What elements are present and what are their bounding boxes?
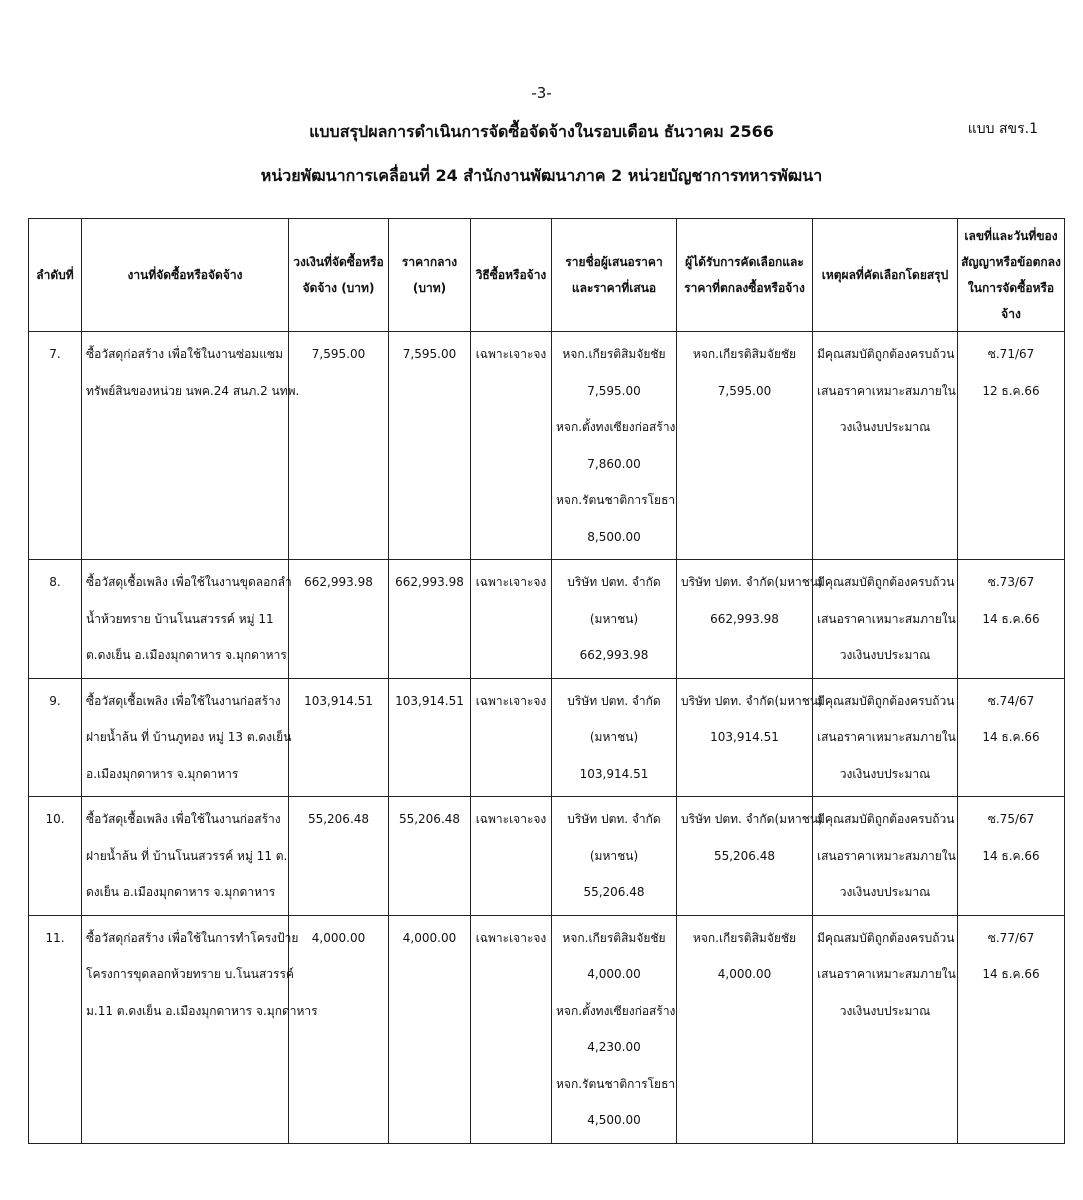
- cell-work-line: ม.11 ต.ดงเย็น อ.เมืองมุกดาหาร จ.มุกดาหาร: [86, 1003, 318, 1018]
- cell-no: 9.: [29, 678, 82, 797]
- cell-selected: [677, 797, 823, 916]
- cell-bidders-line: 7,860.00: [587, 456, 641, 471]
- cell-median-price: 4,000.00: [389, 915, 471, 1143]
- cell-bidders-line: 103,914.51: [579, 766, 649, 781]
- cell-reason-line: มีคุณสมบัติถูกต้องครบถ้วน: [817, 693, 955, 708]
- header-contract: เลขที่และวันที่ของสัญญาหรือข้อตกลงในการจัดซื้อหรือจ้าง: [958, 219, 1065, 332]
- cell-median-price: 103,914.51: [389, 678, 471, 797]
- cell-selected-line: บริษัท ปตท. จำกัด(มหาชน): [681, 575, 823, 589]
- table-row: [29, 678, 1065, 797]
- table-body: [29, 332, 1065, 1144]
- table-row: [29, 915, 1065, 1143]
- cell-contract: [958, 915, 1065, 1143]
- cell-contract-line: ซ.73/67: [987, 575, 1035, 589]
- cell-method: เฉพาะเจาะจง: [471, 915, 552, 1143]
- cell-median-price: 7,595.00: [389, 332, 471, 560]
- header-reason: เหตุผลที่คัดเลือกโดยสรุป: [813, 219, 958, 332]
- header-no: ลำดับที่: [29, 219, 82, 332]
- table-row: [29, 560, 1065, 679]
- cell-selected-line: หจก.เกียรติสิมจัยชัย: [692, 930, 797, 945]
- cell-bidders-line: หจก.ตั้งทงเซียงก่อสร้าง: [556, 1003, 676, 1018]
- cell-work-line: ทรัพย์สินของหน่วย นพค.24 สนภ.2 นทพ.: [86, 383, 300, 398]
- table-row: [29, 332, 1065, 560]
- cell-contract: [958, 332, 1065, 560]
- cell-median-price: 662,993.98: [389, 560, 471, 679]
- cell-reason-line: เสนอราคาเหมาะสมภายใน: [817, 967, 956, 981]
- cell-no: 11.: [29, 915, 82, 1143]
- cell-bidders-line: 4,000.00: [587, 967, 641, 981]
- cell-budget: 662,993.98: [289, 560, 389, 679]
- cell-budget: 103,914.51: [289, 678, 389, 797]
- cell-contract: [958, 678, 1065, 797]
- cell-reason-line: เสนอราคาเหมาะสมภายใน: [817, 730, 956, 744]
- cell-no: 7.: [29, 332, 82, 560]
- table-header-row: [29, 219, 1065, 332]
- cell-reason-line: วงเงินงบประมาณ: [839, 1003, 931, 1018]
- cell-contract-line: 12 ธ.ค.66: [982, 383, 1040, 398]
- cell-contract: [958, 560, 1065, 679]
- cell-reason-line: วงเงินงบประมาณ: [839, 648, 931, 662]
- cell-bidders-line: 7,595.00: [587, 383, 641, 398]
- cell-budget: 55,206.48: [289, 797, 389, 916]
- cell-work-line: ดงเย็น อ.เมืองมุกดาหาร จ.มุกดาหาร: [86, 885, 276, 899]
- cell-bidders: [552, 678, 677, 797]
- cell-method: เฉพาะเจาะจง: [471, 797, 552, 916]
- cell-contract-line: ซ.77/67: [987, 930, 1035, 945]
- cell-method: เฉพาะเจาะจง: [471, 332, 552, 560]
- cell-bidders-line: หจก.ตั้งทงเซียงก่อสร้าง: [556, 420, 676, 434]
- cell-work-line: ซื้อวัสดุเชื้อเพลิง เพื่อใช้ในงานขุดลอกลำ: [86, 575, 292, 589]
- document-title: แบบสรุปผลการดำเนินการจัดซื้อจัดจ้างในรอบเดือน ธันวาคม 2566: [309, 122, 774, 141]
- cell-bidders: [552, 915, 677, 1143]
- cell-selected-line: บริษัท ปตท. จำกัด(มหาชน): [681, 812, 823, 826]
- cell-contract-line: ซ.71/67: [987, 347, 1035, 361]
- cell-work-line: ฝายน้ำล้น ที่ บ้านภูทอง หมู่ 13 ต.ดงเย็น: [86, 730, 292, 744]
- cell-bidders-line: 55,206.48: [583, 885, 645, 899]
- cell-bidders: [552, 332, 677, 560]
- cell-reason-line: มีคุณสมบัติถูกต้องครบถ้วน: [817, 575, 955, 589]
- cell-selected: [677, 332, 813, 560]
- table-row: [29, 797, 1065, 916]
- cell-bidders-line: 662,993.98: [579, 648, 649, 662]
- cell-median-price: 55,206.48: [389, 797, 471, 916]
- cell-contract: [958, 797, 1065, 916]
- cell-reason-line: วงเงินงบประมาณ: [839, 766, 931, 781]
- cell-selected-line: หจก.เกียรติสิมจัยชัย: [692, 347, 797, 361]
- document-subtitle: หน่วยพัฒนาการเคลื่อนที่ 24 สำนักงานพัฒนาภาค 2 หน่วยบัญชาการทหารพัฒนา: [260, 166, 823, 185]
- cell-bidders-line: หจก.เกียรติสิมจัยชัย: [562, 930, 666, 945]
- cell-work-line: อ.เมืองมุกดาหาร จ.มุกดาหาร: [86, 766, 239, 781]
- cell-contract-line: 14 ธ.ค.66: [982, 967, 1040, 981]
- header-work: งานที่จัดซื้อหรือจัดจ้าง: [82, 219, 289, 332]
- cell-work: [82, 678, 292, 797]
- cell-bidders-line: 4,230.00: [587, 1040, 641, 1054]
- cell-reason: [813, 678, 958, 797]
- cell-work-line: โครงการขุดลอกห้วยทราย บ.โนนสวรรค์: [86, 967, 294, 981]
- cell-reason-line: วงเงินงบประมาณ: [839, 420, 931, 434]
- cell-bidders: [552, 797, 677, 916]
- header-bidders: รายชื่อผู้เสนอราคาและราคาที่เสนอ: [552, 219, 677, 332]
- cell-selected: [677, 678, 823, 797]
- cell-selected-line: 662,993.98: [710, 611, 779, 626]
- cell-work-line: ซื้อวัสดุเชื้อเพลิง เพื่อใช้ในงานก่อสร้าง: [86, 812, 281, 826]
- cell-budget: 4,000.00: [289, 915, 389, 1143]
- cell-reason-line: เสนอราคาเหมาะสมภายใน: [817, 611, 956, 626]
- header-selected: ผู้ได้รับการคัดเลือกและราคาที่ตกลงซื้อหรือจ้าง: [677, 219, 813, 332]
- cell-contract-line: ซ.75/67: [987, 812, 1035, 826]
- cell-reason-line: เสนอราคาเหมาะสมภายใน: [817, 848, 956, 863]
- cell-no: 10.: [29, 797, 82, 916]
- cell-reason: [813, 332, 958, 560]
- cell-reason-line: มีคุณสมบัติถูกต้องครบถ้วน: [817, 930, 955, 945]
- cell-reason-line: เสนอราคาเหมาะสมภายใน: [817, 383, 956, 398]
- cell-reason-line: วงเงินงบประมาณ: [839, 885, 931, 899]
- cell-work-line: ซื้อวัสดุก่อสร้าง เพื่อใช้ในงานซ่อมแซม: [86, 347, 283, 361]
- cell-bidders-line: บริษัท ปตท. จำกัด: [567, 693, 661, 708]
- cell-bidders-line: หจก.เกียรติสิมจัยชัย: [562, 347, 666, 361]
- cell-reason: [813, 560, 958, 679]
- cell-bidders-line: (มหาชน): [589, 848, 639, 863]
- form-code: แบบ สขร.1: [967, 121, 1038, 137]
- cell-work-line: ต.ดงเย็น อ.เมืองมุกดาหาร จ.มุกดาหาร: [86, 648, 287, 662]
- cell-work: [82, 560, 292, 679]
- cell-work-line: ฝายน้ำล้น ที่ บ้านโนนสวรรค์ หมู่ 11 ต.: [86, 848, 288, 863]
- procurement-table: [28, 218, 1065, 1144]
- cell-work: [82, 797, 289, 916]
- cell-selected-line: 55,206.48: [713, 848, 776, 863]
- cell-reason: [813, 797, 958, 916]
- cell-reason-line: มีคุณสมบัติถูกต้องครบถ้วน: [817, 347, 955, 361]
- cell-bidders-line: 8,500.00: [587, 529, 641, 544]
- cell-bidders-line: บริษัท ปตท. จำกัด: [567, 575, 661, 589]
- cell-contract-line: 14 ธ.ค.66: [982, 848, 1040, 863]
- cell-selected-line: 4,000.00: [717, 967, 772, 981]
- cell-method: เฉพาะเจาะจง: [471, 560, 552, 679]
- cell-selected: [677, 915, 813, 1143]
- cell-method: เฉพาะเจาะจง: [471, 678, 552, 797]
- cell-selected-line: 7,595.00: [717, 383, 772, 398]
- cell-selected: [677, 560, 823, 679]
- cell-bidders-line: หจก.รัตนชาติการโยธา: [556, 493, 676, 507]
- cell-contract-line: ซ.74/67: [987, 693, 1035, 708]
- cell-bidders: [552, 560, 677, 679]
- cell-contract-line: 14 ธ.ค.66: [982, 611, 1040, 626]
- cell-work-line: ซื้อวัสดุเชื้อเพลิง เพื่อใช้ในงานก่อสร้าง: [86, 693, 281, 708]
- cell-work: [82, 332, 300, 560]
- header-method: วิธีซื้อหรือจ้าง: [471, 219, 552, 332]
- cell-bidders-line: (มหาชน): [589, 611, 639, 626]
- cell-contract-line: 14 ธ.ค.66: [982, 730, 1040, 744]
- cell-bidders-line: 4,500.00: [587, 1113, 641, 1127]
- cell-reason-line: มีคุณสมบัติถูกต้องครบถ้วน: [817, 812, 955, 826]
- cell-selected-line: บริษัท ปตท. จำกัด(มหาชน): [681, 693, 823, 708]
- cell-work-line: ซื้อวัสดุก่อสร้าง เพื่อใช้ในการทำโครงป้าย: [86, 930, 299, 945]
- cell-bidders-line: หจก.รัตนชาติการโยธา: [556, 1076, 676, 1091]
- cell-bidders-line: บริษัท ปตท. จำกัด: [567, 812, 661, 826]
- cell-work-line: น้ำห้วยทราย บ้านโนนสวรรค์ หมู่ 11: [86, 611, 274, 626]
- header-budget: วงเงินที่จัดซื้อหรือจัดจ้าง (บาท): [289, 219, 389, 332]
- cell-selected-line: 103,914.51: [710, 730, 779, 744]
- header-median-price: ราคากลาง (บาท): [389, 219, 471, 332]
- cell-work: [82, 915, 318, 1143]
- page-number: -3-: [531, 84, 552, 102]
- cell-bidders-line: (มหาชน): [589, 730, 639, 744]
- cell-no: 8.: [29, 560, 82, 679]
- cell-reason: [813, 915, 958, 1143]
- cell-budget: 7,595.00: [289, 332, 389, 560]
